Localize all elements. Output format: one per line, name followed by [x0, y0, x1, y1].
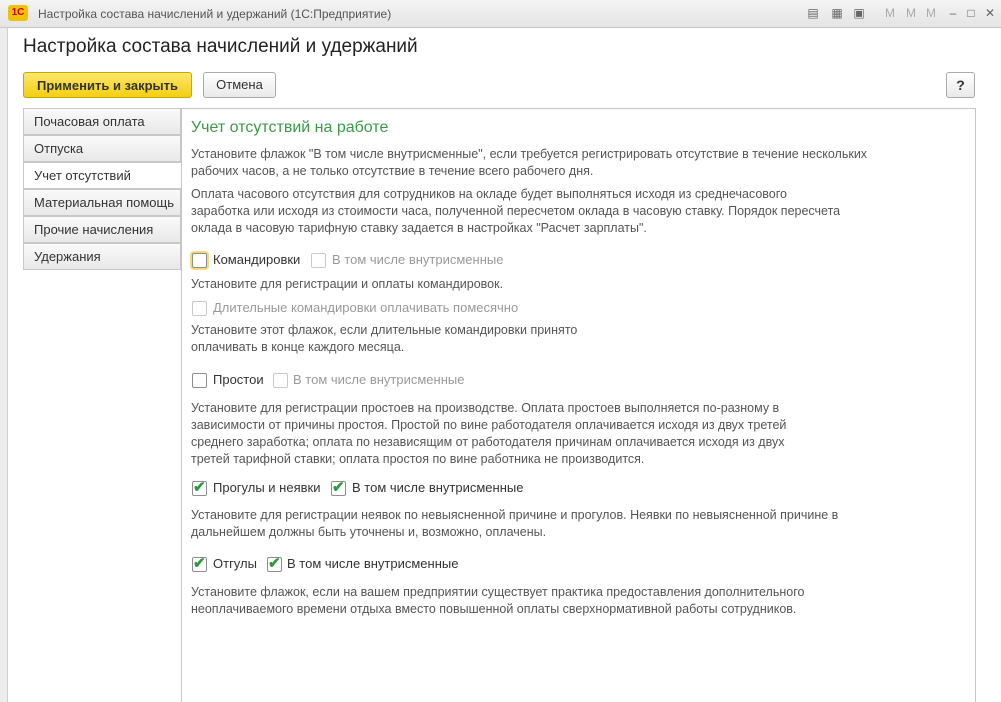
downtime-desc-line: третей тарифной ставки; оплата простоя по вине работника не производится. [191, 452, 645, 466]
downtime-option-row [192, 372, 492, 390]
downtime-desc-line: Установите для регистрации простоев на производстве. Оплата простоев выполняется по-разному в [191, 401, 780, 415]
memory-mplus-icon[interactable]: M [906, 6, 916, 20]
intro-1-line: рабочих часов, а не только отсутствие в течение всего рабочего дня. [191, 164, 594, 178]
long-trips-option-row [192, 300, 532, 318]
section-title: Учет отсутствий на работе [191, 119, 389, 136]
tab-absence-accounting[interactable]: Учет отсутствий [23, 162, 182, 189]
tab-vacations[interactable]: Отпуска [23, 135, 181, 162]
absence-intrashift-label[interactable]: В том числе внутрисменные [352, 480, 524, 495]
trips-description [191, 276, 503, 293]
timeoff-option-row [192, 556, 492, 574]
absence-checkbox[interactable] [192, 481, 207, 496]
absence-desc-line: дальнейшем должны быть уточнены и, возможно, оплачены. [191, 525, 547, 539]
app-logo-icon: 1С [8, 5, 28, 21]
window-title: Настройка состава начислений и удержаний (1С:Предприятие) [38, 7, 392, 21]
tab-deductions[interactable]: Удержания [23, 243, 181, 270]
timeoff-desc-line: Установите флажок, если на вашем предприятии существует практика предоставления дополнительного [191, 585, 805, 599]
table-icon[interactable]: ▦ [831, 6, 843, 20]
downtime-checkbox[interactable] [192, 373, 207, 388]
long-trips-label[interactable]: Длительные командировки оплачивать помесячно [213, 300, 519, 315]
cancel-button[interactable]: Отмена [203, 72, 276, 98]
memory-mminus-icon[interactable]: M [926, 6, 936, 20]
intro-text-1 [191, 146, 867, 180]
timeoff-desc-line: неоплачиваемого времени отдыха вместо повышенной оплаты сверхнормативной работы сотрудников. [191, 602, 797, 616]
background-window-edge [0, 28, 8, 702]
checkmark-icon: ✔ [193, 555, 206, 572]
intro-2-line: оклада в часовую тарифную ставку задается в настройках "Расчет зарплаты". [191, 221, 647, 235]
trips-intrashift-label[interactable]: В том числе внутрисменные [332, 252, 504, 267]
window-titlebar [0, 0, 1001, 28]
downtime-intrashift-label[interactable]: В том числе внутрисменные [293, 372, 465, 387]
tab-hourly-pay[interactable]: Почасовая оплата [23, 108, 181, 135]
trips-label[interactable]: Командировки [213, 252, 301, 267]
settings-tabs [23, 108, 183, 702]
trips-desc-line: Установите для регистрации и оплаты командировок. [191, 277, 504, 291]
intro-1-line: Установите флажок "В том числе внутрисменные", если требуется регистрировать отсутствие в течение нескольких [191, 147, 868, 161]
trips-checkbox[interactable] [192, 253, 207, 268]
absence-label[interactable]: Прогулы и неявки [213, 480, 321, 495]
intro-2-line: заработка или исходя из стоимости часа, полученной пересчетом оклада в часовую ставку. Порядок пересчета [191, 204, 841, 218]
intro-2-line: Оплата часового отсутствия для сотрудников на окладе будет выполняться исходя из среднечасового [191, 187, 787, 201]
timeoff-checkbox[interactable] [192, 557, 207, 572]
downtime-label[interactable]: Простои [213, 372, 264, 387]
downtime-description [191, 400, 786, 468]
absence-description [191, 507, 838, 541]
intro-text-2 [191, 186, 840, 237]
close-icon[interactable]: ✕ [984, 6, 996, 20]
checkmark-icon: ✔ [193, 479, 206, 496]
absence-option-row [192, 480, 552, 498]
absence-desc-line: Установите для регистрации неявок по невыясненной причине и прогулов. Неявки по невыясненной причине в [191, 508, 839, 522]
checkmark-icon: ✔ [332, 479, 345, 496]
downtime-intrashift-checkbox[interactable] [273, 373, 288, 388]
long-trips-checkbox[interactable] [192, 301, 207, 316]
calendar-icon[interactable]: ▣ [853, 6, 865, 20]
tab-material-aid[interactable]: Материальная помощь [23, 189, 181, 216]
trips-option-row [192, 252, 512, 270]
timeoff-label[interactable]: Отгулы [213, 556, 257, 571]
memory-m-icon[interactable]: M [885, 6, 895, 20]
absence-intrashift-checkbox[interactable] [331, 481, 346, 496]
downtime-desc-line: среднего заработка; оплата по независящим от работодателя причинам оплачивается исходя из двух [191, 435, 785, 449]
help-button[interactable]: ? [946, 72, 975, 98]
long-trips-desc-line: Установите этот флажок, если длительные командировки принято [191, 323, 578, 337]
minimize-icon[interactable]: – [949, 6, 957, 20]
page-title: Настройка состава начислений и удержаний [23, 36, 418, 57]
timeoff-description [191, 584, 804, 618]
print-icon[interactable]: ▤ [807, 6, 819, 20]
trips-intrashift-checkbox[interactable] [311, 253, 326, 268]
maximize-icon[interactable]: □ [967, 6, 975, 20]
apply-and-close-button[interactable]: Применить и закрыть [23, 72, 192, 98]
downtime-desc-line: зависимости от причины простоя. Простой по вине работодателя оплачивается исходя из двух третей [191, 418, 787, 432]
long-trips-desc-line: оплачивать в конце каждого месяца. [191, 340, 405, 354]
timeoff-intrashift-checkbox[interactable] [267, 557, 282, 572]
long-trips-description [191, 322, 577, 356]
tab-other-accruals[interactable]: Прочие начисления [23, 216, 181, 243]
checkmark-icon: ✔ [268, 555, 281, 572]
timeoff-intrashift-label[interactable]: В том числе внутрисменные [287, 556, 459, 571]
